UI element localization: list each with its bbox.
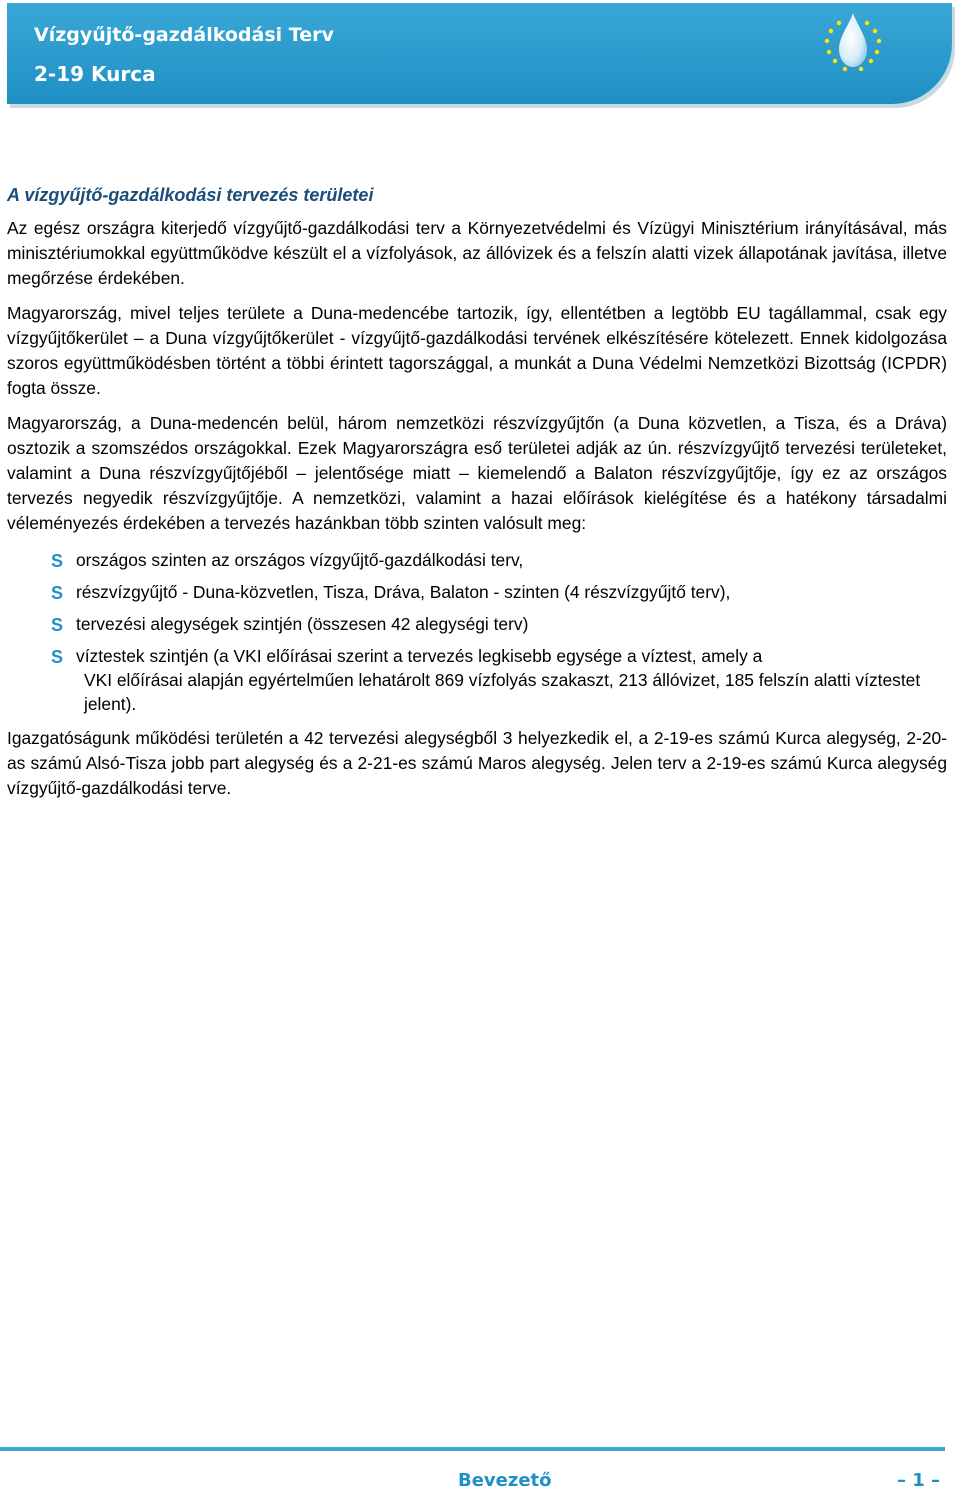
planning-levels-list	[7, 548, 947, 716]
page-number: – 1 –	[897, 1470, 941, 1491]
list-item-continuation: VKI előírásai alapján egyértelműen lehatárolt 869 vízfolyás szakaszt, 213 állóvizet, 185 felszín alatti víztestet jelent).	[84, 670, 921, 714]
list-item: S részvízgyűjtő - Duna-közvetlen, Tisza, Dráva, Balaton - szinten (4 részvízgyűjtő terv),	[51, 582, 731, 603]
page-header	[7, 3, 952, 104]
paragraph-1: Az egész országra kiterjedő vízgyűjtő-gazdálkodási terv a Környezetvédelmi és Vízügyi Minisztérium irányításával, más minisztériumokkal együttműködve készült el a vízfolyások, az állóvizek és a felszín alatti vizek állapotának javítása, illetve megőrzése érdekében.	[7, 218, 947, 288]
footer-label: Bevezető	[458, 1470, 552, 1491]
paragraph-4: Igazgatóságunk működési területén a 42 tervezési alegységből 3 helyezkedik el, a 2-19-es számú Kurca alegység, 2-20-as számú Alsó-Tisza jobb part alegység és a 2-21-es számú Maros alegység. Jelen terv a 2-19-es számú Kurca alegység vízgyűjtő-gazdálkodási terve.	[7, 728, 947, 798]
list-item: S víztestek szintjén (a VKI előírásai szerint a tervezés legkisebb egysége a víztest, amely a VKI előírásai alapján egyértelműen lehatárolt 869 vízfolyás szakaszt, 213 állóvizet, 185 felszín alatti víztestet jelent).	[7, 644, 947, 716]
bullet-icon: S	[51, 583, 64, 603]
main-content	[7, 185, 947, 801]
list-item: S országos szinten az országos vízgyűjtő-gazdálkodási terv,	[51, 550, 524, 571]
section-heading: A vízgyűjtő-gazdálkodási tervezés területei	[7, 185, 374, 205]
paragraph-2: Magyarország, mivel teljes területe a Duna-medencébe tartozik, így, ellentétben a legtöbb EU tagállammal, csak egy vízgyűjtőkerület – a Duna vízgyűjtőkerület - vízgyűjtő-gazdálkodási tervének elkészítésére kötelezett. Ennek kidolgozása szoros együttműködésben történt a többi érintett tagországgal, a munkát a Duna Védelmi Nemzetközi Bizottság (ICPDR) fogta össze.	[7, 303, 947, 398]
bullet-icon: S	[51, 647, 64, 667]
water-drop-eu-stars-logo-icon	[819, 9, 887, 75]
bullet-icon: S	[51, 551, 64, 571]
header-subtitle: 2-19 Kurca	[34, 62, 156, 86]
header-title: Vízgyűjtő-gazdálkodási Terv	[34, 24, 334, 46]
footer-divider	[0, 1447, 945, 1451]
bullet-icon: S	[51, 615, 64, 635]
paragraph-3: Magyarország, a Duna-medencén belül, három nemzetközi részvízgyűjtőn (a Duna közvetlen, a Tisza, és a Dráva) osztozik a szomszédos országokkal. Ezek Magyarországra eső területei adják az ún. részvízgyűjtő tervezési területeket, valamint a Duna részvízgyűjtőjéből – jelentősége miatt – kiemelendő a Balaton részvízgyűjtője, így ez az országos tervezés negyedik részvízgyűjtője. A nemzetközi, valamint a hazai előírások kielégítése és a hatékony társadalmi véleményezés érdekében a tervezés hazánkban több szinten valósult meg:	[7, 413, 947, 533]
list-item: S tervezési alegységek szintjén (összesen 42 alegységi terv)	[51, 614, 529, 635]
